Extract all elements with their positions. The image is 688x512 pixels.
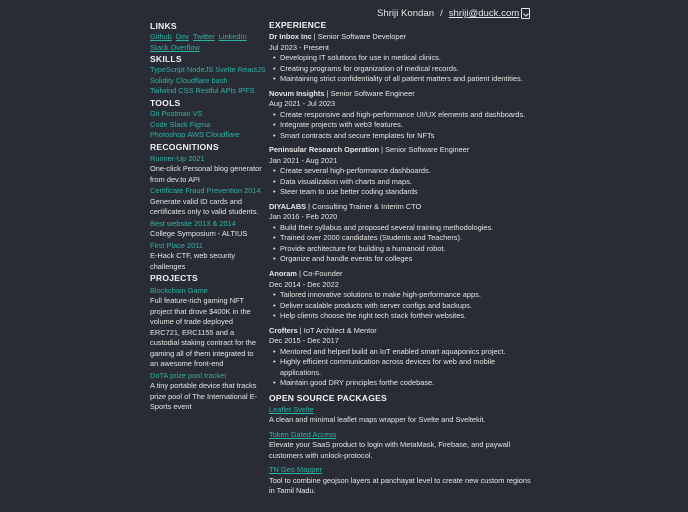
project-desc: A tiny portable device that tracks prize pool of The International E-Sports event xyxy=(150,381,258,412)
recognition-item xyxy=(150,219,262,240)
job-bullets xyxy=(276,166,537,198)
recognition-title: First Place 2011 xyxy=(150,240,203,250)
right-column xyxy=(269,20,537,501)
job-entry: DIYALABS | Consulting Trainer & Interim CTO Jan 2016 - Feb 2020 • Build their syllabus and proposed several training methodologies. • Trained over 2000 candidates (Students and Teachers). • Provide architecture for building a humanoid robot. • Organize and handle events for colleges xyxy=(269,202,537,265)
tool-item: Cloudflare xyxy=(205,130,240,140)
recognition-item xyxy=(150,186,262,218)
job-role: Co-Founder xyxy=(302,269,343,278)
job-bullet: • Creating programs for organization of medical records. xyxy=(276,64,537,75)
email-link[interactable]: shriji@duck.com xyxy=(448,8,520,19)
job-role: Senior Software Engineer xyxy=(385,145,470,155)
skill-item: Solidity xyxy=(150,75,174,85)
job-bullet: • Organize and handle events for colleges xyxy=(276,254,537,265)
recognition-item xyxy=(150,154,262,186)
recognition-title: Certificate Fraud Prevention 2014 xyxy=(150,186,261,196)
tool-item: VS Code xyxy=(150,109,203,129)
job-entry: Anoram | Co-Founder Dec 2014 - Dec 2022 • Tailored innovative solutions to make high-performance apps. • Deliver scalable products with server configs and backups. • Help clients choose the right tech stack fortheir websites. xyxy=(269,269,537,322)
job-role: IoT Architect & Mentor xyxy=(303,325,377,335)
job-bullets xyxy=(276,290,537,322)
job-company: Novum Insights xyxy=(269,88,325,98)
job-bullet: • Maintaining strict confidentiality of all patient matters and patient identities. xyxy=(276,74,537,85)
job-bullets xyxy=(276,347,537,389)
job-entry: Peninsular Research Operation | Senior Software Engineer Jan 2021 - Aug 2021 • Create several high-performance dashboards. • Data visualization with charts and maps. • Steer team to use better coding standards xyxy=(269,145,537,198)
skill-item: Svelte xyxy=(215,65,236,75)
job-bullet: • Mentored and helped build an IoT enabled smart aquaponics project. xyxy=(276,347,537,358)
job-bullet: • Integrate projects with web3 features. xyxy=(276,120,537,131)
recognition-title: Best website 2013 & 2014 xyxy=(150,218,236,228)
job-dates: Jul 2023 - Present xyxy=(269,42,329,52)
recognition-title: Runner-Up 2021 xyxy=(150,153,205,163)
job-dates: Aug 2021 - Jul 2023 xyxy=(269,99,336,109)
skill-item: IPFS xyxy=(238,86,255,96)
job-bullet: • Maintain good DRY principles forthe codebase. xyxy=(276,378,537,389)
job-company: Peninsular Research Operation xyxy=(269,145,380,155)
tools-list xyxy=(150,109,262,141)
project-item xyxy=(150,286,262,370)
package-item xyxy=(269,465,537,497)
project-desc: Full feature-rich gaming NFT project that drove $400K in the volume of trade deployed ERC721, ERC1155 and a custodial staking contract for the gaming all of them integrated to an awesome front-end xyxy=(150,296,256,369)
job-bullet: • Tailored innovative solutions to make high-performance apps. xyxy=(276,290,537,301)
page-header xyxy=(377,7,537,21)
skills-heading: SKILLS xyxy=(150,54,182,65)
package-desc: Tool to combine geojson layers at panchayat level to create new custom regions in Tamil Nadu. xyxy=(269,475,531,496)
linkedin-link[interactable]: LinkedIn xyxy=(218,32,247,42)
project-title: Blockchain Game xyxy=(150,285,208,295)
dev-link[interactable]: Dev xyxy=(175,32,189,42)
package-link[interactable]: Leaflet Svelte xyxy=(269,404,314,414)
job-dates: Jan 2021 - Aug 2021 xyxy=(269,155,338,165)
left-column xyxy=(150,20,266,413)
tool-item: Postman xyxy=(161,109,191,119)
oss-heading: OPEN SOURCE PACKAGES xyxy=(269,392,387,403)
project-item xyxy=(150,371,262,413)
job-role: Senior Software Engineer xyxy=(330,88,415,98)
job-dates: Dec 2015 - Dec 2017 xyxy=(269,336,339,346)
tool-item: Git xyxy=(150,109,160,119)
package-desc: A clean and minimal leaflet maps wrapper for Svelte and Sveltekit. xyxy=(269,415,486,425)
job-bullets xyxy=(276,53,537,85)
job-bullet: • Create responsive and high-performance UI/UX elements and dashboards. xyxy=(276,110,537,121)
job-bullets xyxy=(276,223,537,265)
skill-item: Restful xyxy=(195,86,219,96)
skill-item: NodeJS xyxy=(186,65,214,75)
tool-item: AWS xyxy=(187,130,204,140)
job-bullets xyxy=(276,110,537,142)
twitter-link[interactable]: Twitter xyxy=(192,32,215,42)
job-bullet: • Developing IT solutions for use in medical clinics. xyxy=(276,53,537,64)
header-separator: / xyxy=(440,8,443,19)
job-bullet: • Smart contracts and secure templates for NFTs xyxy=(276,131,537,142)
skill-item: bash xyxy=(211,75,228,85)
package-link[interactable]: TN Geo Mapper xyxy=(269,465,322,475)
job-role: Senior Software Developer xyxy=(317,32,407,42)
job-bullet: • Deliver scalable products with server configs and backups. xyxy=(276,301,537,312)
recognition-desc: Generate valid ID cards and certificates only to valid students. xyxy=(150,196,259,217)
job-dates: Jan 2016 - Feb 2020 xyxy=(269,212,338,222)
projects-heading: PROJECTS xyxy=(150,273,198,284)
package-link[interactable]: Token Gated Access xyxy=(269,429,337,439)
github-link[interactable]: Github xyxy=(150,32,172,42)
author-name: Shriji Kondan xyxy=(377,8,435,19)
job-company: DIYALABS xyxy=(269,201,307,211)
links-list xyxy=(150,32,262,53)
project-title: DoTA prize pool tracker xyxy=(150,370,227,380)
document-download-icon[interactable] xyxy=(521,8,530,19)
skill-item: Cloudflare xyxy=(175,75,210,85)
job-entry: Crofters | IoT Architect & Mentor Dec 2015 - Dec 2017 • Mentored and helped build an IoT enabled smart aquaponics project. • Highly efficient communication across devices for web and mobile applications. • Maintain good DRY principles forthe codebase. xyxy=(269,326,537,389)
package-item xyxy=(269,405,537,426)
job-company: Dr Inbox Inc xyxy=(269,32,312,42)
recognition-desc: College Symposium - ALTIUS xyxy=(150,229,248,239)
tool-item: Figma xyxy=(189,119,211,129)
stackoverflow-link[interactable]: Stack Overflow xyxy=(150,42,200,52)
job-company: Crofters xyxy=(269,325,298,335)
job-bullet: • Build their syllabus and proposed several training methodologies. xyxy=(276,223,537,234)
recognition-desc: E-Hack CTF, web security challenges xyxy=(150,251,236,271)
job-dates: Dec 2014 - Dec 2022 xyxy=(269,279,339,289)
package-item xyxy=(269,430,537,462)
skill-item: APIs xyxy=(220,86,237,96)
job-bullet: • Data visualization with charts and maps. xyxy=(276,177,537,188)
skill-item: TypeScript xyxy=(150,65,185,75)
skills-list xyxy=(150,65,266,97)
tools-heading: TOOLS xyxy=(150,97,181,108)
job-bullet: • Create several high-performance dashboards. xyxy=(276,166,537,177)
job-bullet: • Trained over 2000 candidates (Students and Teachers). xyxy=(276,233,537,244)
skill-item: ReactJS xyxy=(237,65,266,75)
package-desc: Elevate your SaaS product to login with MetaMask, Firebase, and paywall customers with unlock-protocol. xyxy=(269,440,511,460)
recognition-item xyxy=(150,241,262,273)
job-role: Consulting Trainer & Interim CTO xyxy=(312,201,422,211)
tool-item: Slack xyxy=(169,119,188,129)
job-entry: Novum Insights | Senior Software Engineer Aug 2021 - Jul 2023 • Create responsive and high-performance UI/UX elements and dashboards. • Integrate projects with web3 features. • Smart contracts and secure templates for NFTs xyxy=(269,89,537,142)
job-bullet: • Highly efficient communication across devices for web and mobile applications. xyxy=(276,357,537,378)
job-bullet: • Steer team to use better coding standards xyxy=(276,187,537,198)
experience-heading: EXPERIENCE xyxy=(269,20,327,30)
recognitions-heading: RECOGNITIONS xyxy=(150,141,219,152)
links-heading: LINKS xyxy=(150,21,177,31)
job-entry: Dr Inbox Inc | Senior Software Developer Jul 2023 - Present • Developing IT solutions for use in medical clinics. • Creating programs for organization of medical records. • Maintaining strict confidentiality of all patient matters and patient identities. xyxy=(269,32,537,85)
job-bullet: • Provide architecture for building a humanoid robot. xyxy=(276,244,537,255)
skill-item: Tailwind xyxy=(150,86,177,96)
job-company: Anoram xyxy=(269,269,297,278)
job-bullet: • Help clients choose the right tech stack fortheir websites. xyxy=(276,311,537,322)
skill-item: CSS xyxy=(178,86,194,96)
recognition-desc: One-click Personal blog generator from dev.to API xyxy=(150,164,262,184)
tool-item: Photoshop xyxy=(150,130,186,140)
